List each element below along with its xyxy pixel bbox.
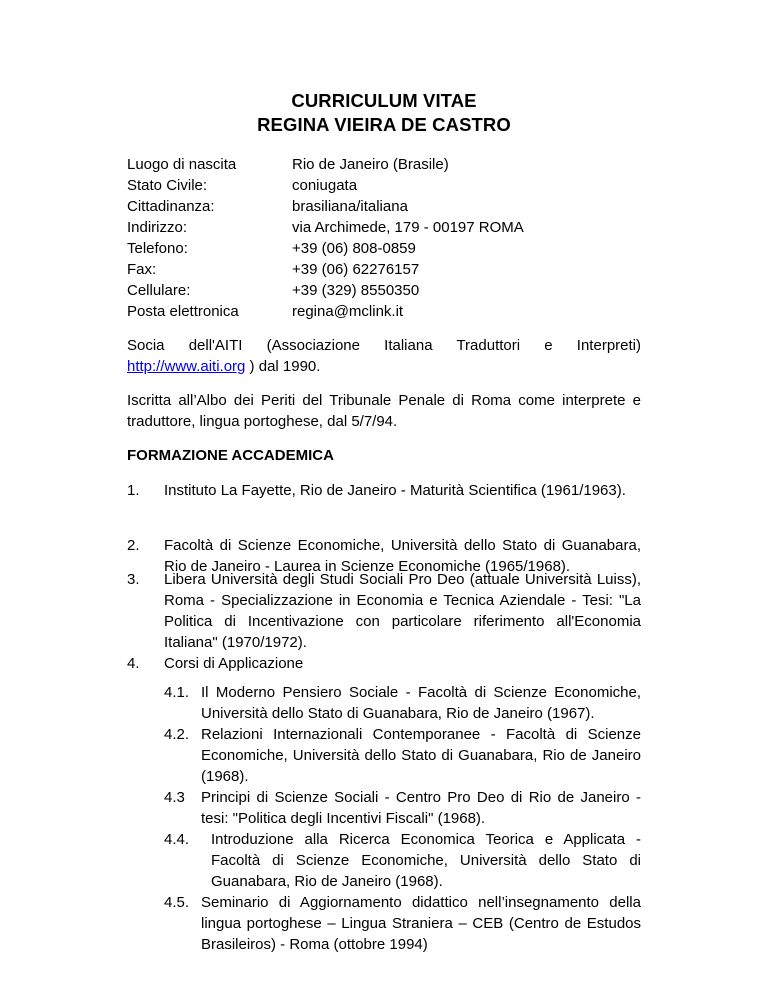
course-text: Il Moderno Pensiero Sociale - Facoltà di Scienze Economiche, Università dello Stato di Guanabara, Rio de Janeiro (1967). — [201, 684, 641, 722]
info-value: brasiliana/italiana — [292, 198, 408, 215]
course-text: Principi di Scienze Sociali - Centro Pro Deo di Rio de Janeiro - tesi: "Politica degli Incentivi Fiscali" (1968). — [201, 789, 641, 827]
info-value: +39 (06) 62276157 — [292, 261, 420, 278]
course-text: Seminario di Aggiornamento didattico nell’insegnamento della lingua portoghese – Lingua Straniera – CEB (Centro de Estudos Brasileiros) - Roma (ottobre 1994) — [201, 894, 641, 953]
info-value: regina@mclink.it — [292, 303, 404, 320]
course-number: 4.5. — [164, 894, 190, 911]
list-item-number: 4. — [127, 655, 140, 672]
info-value: Rio de Janeiro (Brasile) — [292, 156, 449, 173]
aiti-link[interactable]: http://www.aiti.org — [127, 358, 246, 375]
info-label: Posta elettronica — [127, 303, 239, 320]
list-item-number: 1. — [127, 482, 140, 499]
list-item-text: Instituto La Fayette, Rio de Janeiro - Maturità Scientifica (1961/1963). — [164, 482, 626, 499]
info-label: Indirizzo: — [127, 219, 188, 236]
course-text: Introduzione alla Ricerca Economica Teorica e Applicata - Facoltà di Scienze Economiche, Università dello Stato di Guanabara, Rio de Janeiro (1968). — [211, 831, 641, 890]
info-value: via Archimede, 179 - 00197 ROMA — [292, 219, 524, 236]
course-number: 4.3 — [164, 789, 185, 806]
info-label: Luogo di nascita — [127, 156, 237, 173]
course-number: 4.4. — [164, 831, 190, 848]
info-label: Cellulare: — [127, 282, 191, 299]
membership-since: ) dal 1990. — [245, 358, 321, 375]
membership-line-2 — [127, 356, 641, 377]
info-label: Telefono: — [127, 240, 188, 257]
course-text: Relazioni Internazionali Contemporanee - Facoltà di Scienze Economiche, Università dello Stato di Guanabara, Rio de Janeiro (1968). — [201, 726, 641, 785]
list-item-text: Libera Università degli Studi Sociali Pro Deo (attuale Università Luiss), Roma - Specializzazione in Economia e Tecnica Aziendale - Tesi: "La Politica di Incentivazione con particolare riferimento all'Economia Italiana" (1970/1972). — [164, 571, 641, 651]
list-item-number: 3. — [127, 571, 140, 588]
person-name: REGINA VIEIRA DE CASTRO — [257, 114, 511, 135]
info-label: Stato Civile: — [127, 177, 208, 194]
course-number: 4.2. — [164, 726, 190, 743]
document-title: CURRICULUM VITAE — [291, 90, 477, 111]
section-heading-education: FORMAZIONE ACCADEMICA — [127, 447, 334, 464]
info-value: +39 (329) 8550350 — [292, 282, 420, 299]
registration-paragraph: Iscritta all’Albo dei Periti del Tribunale Penale di Roma come interprete e traduttore, lingua portoghese, dal 5/7/94. — [127, 392, 641, 430]
list-item-text: Corsi di Applicazione — [164, 655, 304, 672]
info-label: Cittadinanza: — [127, 198, 215, 215]
membership-line: Socia dell'AITI (Associazione Italiana Traduttori e Interpreti) — [127, 337, 641, 354]
info-label: Fax: — [127, 261, 157, 278]
info-value: coniugata — [292, 177, 358, 194]
course-number: 4.1. — [164, 684, 190, 701]
list-item-number: 2. — [127, 537, 140, 554]
list-item-text: Facoltà di Scienze Economiche, Università dello Stato di Guanabara, Rio de Janeiro - Laurea in Scienze Economiche (1965/1968). — [164, 537, 641, 575]
info-value: +39 (06) 808-0859 — [292, 240, 416, 257]
